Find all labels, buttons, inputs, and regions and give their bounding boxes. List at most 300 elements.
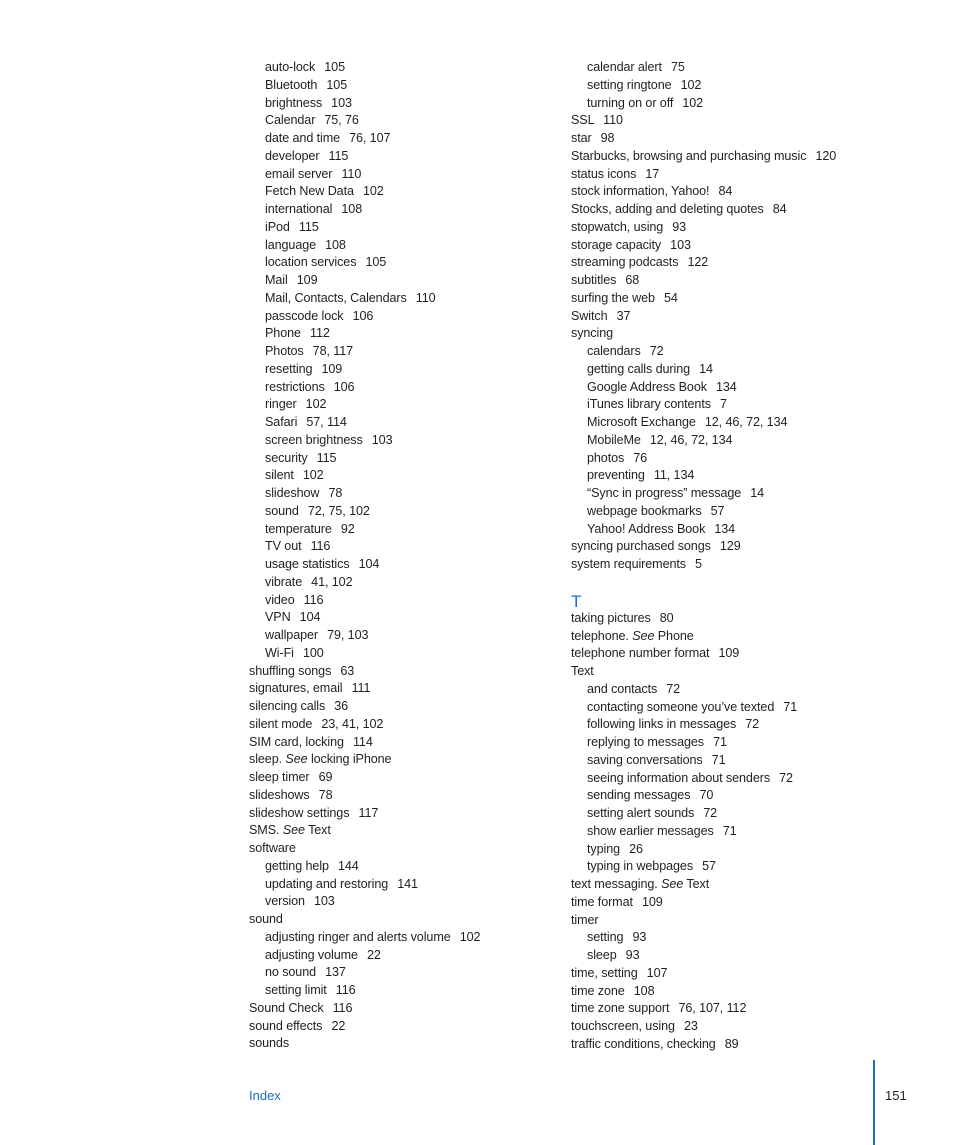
- index-subentry: [249, 929, 549, 947]
- see-reference-target: locking iPhone: [310, 752, 392, 767]
- index-term: timer: [571, 912, 599, 927]
- index-subentry: [571, 343, 871, 361]
- index-page-numbers: 120: [815, 148, 837, 163]
- index-page-numbers: 78: [318, 787, 333, 802]
- index-term: Microsoft Exchange: [587, 415, 696, 429]
- index-term: screen brightness: [265, 432, 363, 447]
- see-reference-label: See: [632, 628, 655, 643]
- index-subentry: [571, 361, 871, 379]
- index-page-numbers: 57, 114: [306, 415, 347, 429]
- index-subentry: [571, 841, 871, 859]
- index-page-numbers: 7: [720, 397, 727, 412]
- index-page-numbers: 72, 75, 102: [307, 503, 370, 518]
- index-subentry: [249, 130, 549, 148]
- index-entry: [571, 148, 871, 166]
- index-term: Starbucks, browsing and purchasing music: [571, 148, 807, 163]
- index-subentry: [249, 77, 549, 95]
- index-entry: [571, 965, 871, 983]
- index-term: email server: [265, 166, 333, 181]
- index-term: “Sync in progress” message: [587, 486, 742, 500]
- index-subentry: [249, 645, 549, 663]
- index-subentry: [249, 112, 549, 130]
- index-term: Fetch New Data: [265, 184, 354, 199]
- index-page-numbers: 137: [325, 965, 346, 980]
- index-term: SSL: [571, 113, 595, 128]
- index-column-right: [571, 59, 871, 1054]
- index-page-numbers: 84: [772, 202, 787, 216]
- index-page-numbers: 54: [663, 290, 678, 305]
- index-subentry: [571, 414, 871, 432]
- index-page-numbers: 80: [659, 610, 674, 625]
- index-subentry: [249, 183, 549, 201]
- index-page-numbers: 23, 41, 102: [321, 716, 384, 731]
- index-page-numbers: 108: [325, 237, 346, 252]
- index-term: syncing: [571, 326, 614, 341]
- index-term: status icons: [571, 166, 637, 181]
- index-term: TV out: [265, 539, 302, 554]
- index-term: getting help: [265, 858, 329, 873]
- index-subentry: [249, 893, 549, 911]
- index-subentry: [249, 361, 549, 379]
- index-page-numbers: 75, 76: [324, 113, 359, 128]
- index-subentry: [571, 95, 871, 113]
- index-term: version: [265, 894, 305, 909]
- index-subentry: [571, 770, 871, 788]
- index-term: preventing: [587, 468, 645, 483]
- index-page-numbers: 17: [645, 166, 660, 181]
- index-page-numbers: 84: [718, 184, 733, 199]
- index-subentry: [249, 503, 549, 521]
- index-term: Sound Check: [249, 1000, 324, 1015]
- index-page-numbers: 102: [682, 95, 704, 110]
- index-term: seeing information about senders: [587, 770, 771, 785]
- index-entry: [571, 538, 871, 556]
- index-term: setting ringtone: [587, 77, 672, 92]
- index-page-numbers: 105: [365, 255, 387, 270]
- index-page-numbers: 104: [299, 610, 321, 625]
- index-entry: [571, 254, 871, 272]
- index-page-numbers: 134: [715, 379, 737, 394]
- index-term: updating and restoring: [265, 876, 389, 891]
- index-term: turning on or off: [587, 95, 674, 110]
- index-term: time format: [571, 894, 633, 909]
- index-subentry: [249, 219, 549, 237]
- index-page-numbers: 72: [649, 344, 664, 358]
- index-term: telephone.: [571, 628, 629, 643]
- index-entry: [571, 876, 871, 894]
- index-subentry: [249, 858, 549, 876]
- index-term: sound effects: [249, 1018, 323, 1033]
- index-page-numbers: 72: [703, 806, 718, 820]
- index-term: date and time: [265, 131, 341, 145]
- index-page-numbers: 100: [302, 645, 324, 660]
- index-term: sound: [265, 503, 299, 518]
- index-subentry: [249, 556, 549, 574]
- index-page-numbers: 103: [371, 432, 393, 447]
- index-term: sleep.: [249, 752, 283, 767]
- index-page-numbers: 115: [298, 219, 319, 234]
- index-page-numbers: 79, 103: [327, 628, 369, 642]
- index-page-numbers: 57: [710, 503, 725, 518]
- index-entry: [571, 663, 871, 681]
- index-page-numbers: 102: [305, 397, 327, 412]
- index-subentry: [571, 450, 871, 468]
- index-page-numbers: 109: [296, 273, 318, 287]
- index-subentry: [571, 467, 871, 485]
- index-page-numbers: 122: [687, 255, 709, 270]
- index-page-numbers: 116: [332, 1000, 353, 1015]
- index-subentry: [571, 752, 871, 770]
- index-page-numbers: 112: [309, 326, 330, 341]
- index-subentry: [249, 538, 549, 556]
- index-page-numbers: 57: [702, 859, 716, 874]
- index-term: traffic conditions, checking: [571, 1036, 716, 1051]
- index-page-numbers: 71: [713, 735, 727, 749]
- index-entry: [571, 237, 871, 255]
- index-page-numbers: 116: [310, 539, 331, 554]
- index-page-numbers: 93: [632, 930, 647, 945]
- index-term: replying to messages: [587, 735, 705, 749]
- index-page-numbers: 26: [629, 841, 643, 856]
- index-term: wallpaper: [265, 628, 319, 642]
- index-subentry: [249, 308, 549, 326]
- index-term: language: [265, 237, 317, 252]
- index-term: syncing purchased songs: [571, 539, 711, 554]
- index-entry: [249, 1000, 549, 1018]
- index-page-numbers: 114: [352, 734, 373, 749]
- index-entry: [571, 894, 871, 912]
- index-term: SIM card, locking: [249, 734, 344, 749]
- index-page-numbers: 78, 117: [312, 344, 354, 358]
- index-subentry: [249, 574, 549, 592]
- index-subentry: [249, 521, 549, 539]
- index-page-numbers: 41, 102: [311, 574, 353, 589]
- index-term: sound: [249, 912, 283, 926]
- index-term: Calendar: [265, 113, 316, 128]
- index-term: star: [571, 131, 592, 145]
- index-term: show earlier messages: [587, 823, 714, 838]
- index-subentry: [249, 485, 549, 503]
- index-entry: [249, 787, 549, 805]
- index-term: Switch: [571, 308, 608, 323]
- index-page-numbers: 116: [335, 983, 356, 997]
- index-term: restrictions: [265, 379, 325, 394]
- index-page-numbers: 106: [352, 308, 374, 323]
- index-term: software: [249, 841, 296, 855]
- index-term: telephone number format: [571, 646, 710, 661]
- index-term: adjusting volume: [265, 947, 358, 962]
- index-page-numbers: 110: [603, 113, 623, 128]
- index-entry: [249, 663, 549, 681]
- index-entry: [571, 130, 871, 148]
- index-page-numbers: 108: [341, 202, 363, 216]
- index-subentry: [249, 95, 549, 113]
- index-term: sleep timer: [249, 770, 310, 784]
- index-page-numbers: 11, 134: [653, 468, 695, 483]
- index-term: time zone: [571, 983, 625, 998]
- see-reference-target: Phone: [657, 628, 694, 643]
- index-subentry: [571, 929, 871, 947]
- index-page-numbers: 103: [670, 237, 691, 252]
- index-page-numbers: 107: [646, 965, 668, 980]
- index-entry: [249, 822, 549, 840]
- index-term: sending messages: [587, 788, 691, 803]
- index-entry: [571, 628, 871, 646]
- index-entry: [249, 840, 549, 858]
- index-term: developer: [265, 148, 320, 163]
- index-subentry: [571, 947, 871, 965]
- index-term: photos: [587, 450, 625, 465]
- index-term: security: [265, 450, 308, 465]
- index-page-numbers: 111: [351, 681, 371, 696]
- index-term: iPod: [265, 219, 290, 234]
- index-term: SMS.: [249, 823, 280, 838]
- index-page-numbers: 98: [600, 131, 615, 145]
- index-page-numbers: 36: [334, 699, 349, 713]
- index-subentry: [249, 166, 549, 184]
- index-page-numbers: 102: [459, 929, 481, 944]
- index-subentry: [249, 467, 549, 485]
- index-term: slideshow settings: [249, 805, 350, 820]
- see-reference-label: See: [285, 752, 308, 767]
- index-page-numbers: 14: [750, 486, 765, 500]
- index-term: no sound: [265, 965, 317, 980]
- index-subentry: [571, 432, 871, 450]
- index-subentry: [249, 414, 549, 432]
- index-term: streaming podcasts: [571, 255, 679, 270]
- index-page-numbers: 102: [362, 184, 384, 199]
- index-entry: [249, 751, 549, 769]
- index-term: contacting someone you’ve texted: [587, 699, 775, 714]
- index-entry: [571, 983, 871, 1001]
- index-term: adjusting ringer and alerts volume: [265, 929, 451, 944]
- index-subentry: [249, 876, 549, 894]
- index-subentry: [249, 982, 549, 1000]
- index-subentry: [249, 592, 549, 610]
- index-page-numbers: 144: [337, 858, 359, 873]
- index-term: video: [265, 592, 295, 607]
- index-page-numbers: 71: [711, 752, 726, 767]
- index-subentry: [249, 432, 549, 450]
- index-term: sounds: [249, 1036, 290, 1051]
- index-term: Wi-Fi: [265, 645, 294, 660]
- index-subentry: [571, 787, 871, 805]
- index-term: Phone: [265, 326, 301, 341]
- index-entry: [571, 610, 871, 628]
- index-page-numbers: 89: [724, 1036, 739, 1051]
- index-page-numbers: 22: [331, 1018, 346, 1033]
- index-page-numbers: 5: [695, 557, 702, 571]
- index-entry: [571, 201, 871, 219]
- index-term: MobileMe: [587, 432, 641, 447]
- index-term: text messaging.: [571, 877, 658, 891]
- index-page-numbers: 76, 107, 112: [678, 1001, 747, 1016]
- index-page-numbers: 117: [358, 805, 379, 820]
- index-subentry: [571, 59, 871, 77]
- index-subentry: [571, 699, 871, 717]
- index-page-numbers: 105: [326, 77, 348, 92]
- index-subentry: [571, 716, 871, 734]
- index-term: passcode lock: [265, 308, 344, 323]
- index-subentry: [249, 627, 549, 645]
- index-term: silent mode: [249, 716, 313, 731]
- index-term: auto-lock: [265, 60, 316, 74]
- index-term: usage statistics: [265, 557, 350, 571]
- index-subentry: [571, 823, 871, 841]
- index-page-numbers: 72: [779, 770, 793, 785]
- index-page-numbers: 115: [328, 148, 349, 163]
- index-entry: [249, 734, 549, 752]
- index-page-numbers: 12, 46, 72, 134: [649, 432, 733, 447]
- index-entry: [571, 1036, 871, 1054]
- index-page-numbers: 71: [722, 823, 737, 838]
- index-subentry: [249, 237, 549, 255]
- see-reference-target: Text: [686, 877, 710, 891]
- index-column-left: [249, 59, 549, 1053]
- index-subentry: [571, 503, 871, 521]
- index-page-numbers: 70: [699, 788, 714, 803]
- index-subentry: [571, 858, 871, 876]
- index-term: setting: [587, 930, 624, 945]
- index-page-numbers: 68: [625, 273, 640, 287]
- index-page-numbers: 141: [397, 876, 418, 891]
- index-entry: [571, 556, 871, 574]
- index-page-numbers: 105: [324, 60, 345, 74]
- index-term: setting limit: [265, 983, 327, 997]
- index-page-numbers: 102: [302, 468, 324, 483]
- index-term: Text: [571, 664, 594, 678]
- index-subentry: [249, 254, 549, 272]
- index-term: system requirements: [571, 557, 686, 571]
- index-term: webpage bookmarks: [587, 503, 702, 518]
- index-subentry: [249, 325, 549, 343]
- index-page-numbers: 23: [683, 1019, 698, 1033]
- index-page-numbers: 106: [333, 379, 355, 394]
- index-term: sleep: [587, 948, 617, 962]
- index-subentry: [571, 485, 871, 503]
- index-subentry: [249, 290, 549, 308]
- index-term: Mail: [265, 273, 288, 287]
- index-term: subtitles: [571, 273, 617, 287]
- index-subentry: [249, 450, 549, 468]
- index-page-numbers: 110: [341, 166, 362, 181]
- index-entry: [571, 219, 871, 237]
- index-page-numbers: 14: [699, 361, 713, 376]
- index-entry: [571, 912, 871, 930]
- index-term: vibrate: [265, 574, 303, 589]
- index-entry: [571, 308, 871, 326]
- index-term: iTunes library contents: [587, 397, 711, 412]
- index-term: and contacts: [587, 681, 658, 696]
- index-entry: [249, 1018, 549, 1036]
- index-page-numbers: 72: [745, 717, 760, 732]
- index-page-numbers: 103: [313, 894, 335, 909]
- index-entry: [571, 272, 871, 290]
- index-term: temperature: [265, 521, 332, 536]
- index-subentry: [249, 609, 549, 627]
- index-page-numbers: 76: [633, 450, 648, 465]
- index-term: calendars: [587, 344, 641, 358]
- index-term: VPN: [265, 610, 291, 625]
- index-page-numbers: 103: [331, 95, 352, 110]
- index-page-numbers: 69: [318, 770, 333, 784]
- index-term: getting calls during: [587, 361, 691, 376]
- index-page-numbers: 109: [718, 646, 740, 661]
- index-term: stopwatch, using: [571, 219, 664, 234]
- index-term: stock information, Yahoo!: [571, 184, 710, 199]
- see-reference-label: See: [282, 823, 305, 838]
- index-term: Yahoo! Address Book: [587, 521, 706, 536]
- index-term: typing in webpages: [587, 859, 694, 874]
- index-term: resetting: [265, 361, 313, 376]
- see-reference-target: Text: [308, 823, 331, 838]
- index-entry: [571, 290, 871, 308]
- index-term: silent: [265, 468, 294, 483]
- index-subentry: [571, 805, 871, 823]
- index-entry: [571, 183, 871, 201]
- index-term: Photos: [265, 344, 304, 358]
- index-term: silencing calls: [249, 699, 326, 713]
- index-term: ringer: [265, 397, 297, 412]
- index-page-numbers: 109: [321, 361, 343, 376]
- index-term: typing: [587, 841, 621, 856]
- index-entry: [571, 112, 871, 130]
- index-term: slideshow: [265, 486, 320, 500]
- index-subentry: [571, 734, 871, 752]
- index-page-numbers: 104: [358, 557, 380, 571]
- index-subentry: [249, 201, 549, 219]
- index-term: international: [265, 202, 333, 216]
- index-page-numbers: 115: [316, 450, 337, 465]
- index-page-numbers: 102: [680, 77, 702, 92]
- index-term: storage capacity: [571, 237, 662, 252]
- index-subentry: [571, 396, 871, 414]
- index-page-numbers: 110: [415, 290, 436, 305]
- index-entry: [571, 1018, 871, 1036]
- see-reference-label: See: [661, 877, 684, 891]
- index-page-numbers: 129: [719, 539, 741, 554]
- index-entry: [571, 166, 871, 184]
- index-entry: [249, 698, 549, 716]
- index-term: surfing the web: [571, 290, 655, 305]
- index-term: taking pictures: [571, 610, 651, 625]
- index-page-numbers: 37: [616, 308, 631, 323]
- index-entry: [249, 716, 549, 734]
- index-term: brightness: [265, 95, 323, 110]
- index-entry: [571, 325, 871, 343]
- index-page-numbers: 76, 107: [349, 131, 391, 145]
- index-page-numbers: 78: [328, 486, 343, 500]
- index-subentry: [571, 681, 871, 699]
- footer-divider: [873, 1060, 875, 1145]
- index-page-numbers: 134: [714, 521, 736, 536]
- index-subentry: [571, 77, 871, 95]
- index-subentry: [249, 947, 549, 965]
- index-subentry: [571, 379, 871, 397]
- index-term: Bluetooth: [265, 77, 318, 92]
- index-term: following links in messages: [587, 717, 737, 732]
- index-page-numbers: 92: [340, 521, 355, 536]
- index-page-numbers: 108: [633, 983, 655, 998]
- index-page-numbers: 109: [641, 894, 663, 909]
- index-page-numbers: 116: [303, 592, 324, 607]
- index-entry: [249, 911, 549, 929]
- index-term: time zone support: [571, 1001, 670, 1016]
- index-letter-heading: T: [571, 591, 582, 611]
- index-subentry: [571, 521, 871, 539]
- index-entry: [571, 645, 871, 663]
- index-page-numbers: 63: [340, 663, 355, 678]
